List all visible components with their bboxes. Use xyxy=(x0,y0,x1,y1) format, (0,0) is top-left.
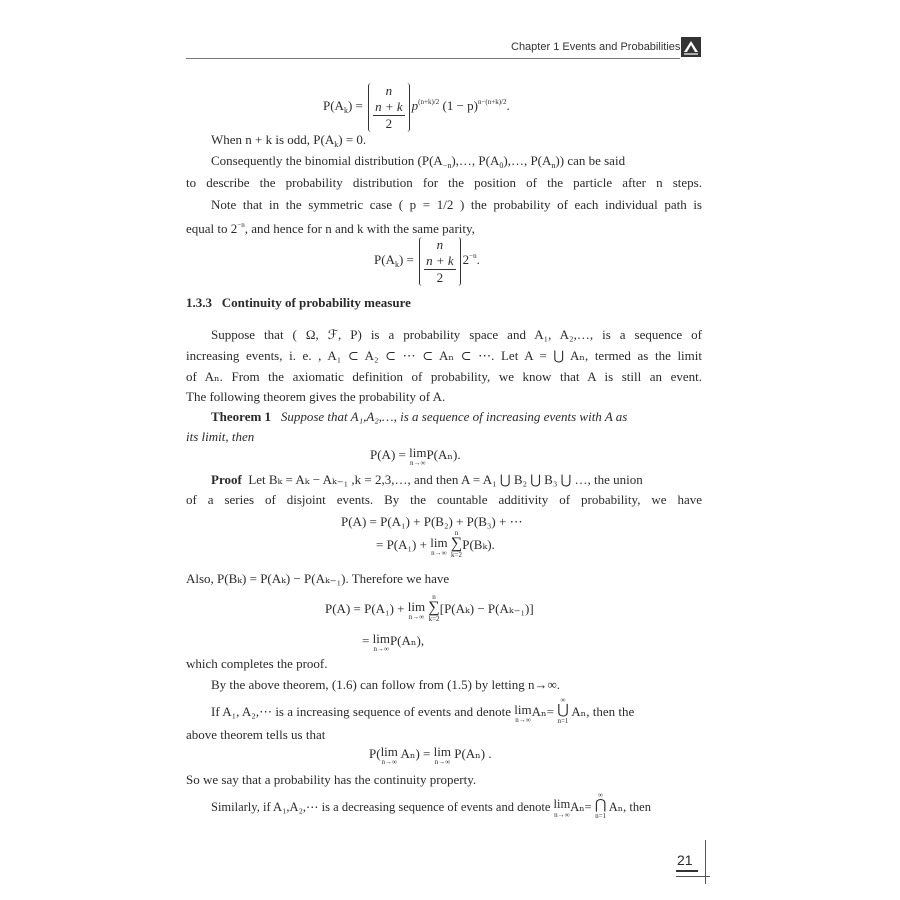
binomial-equation: $P(A_k)$ = n $\frac{n + k}{2}$ $p^{(n+k)/2}$ $(1 - p)^{n-(n+k)/2}$. xyxy=(323,82,510,131)
paragraph-line-4: The following theorem gives the probability of A. xyxy=(186,389,446,404)
corner-mark-vertical xyxy=(705,840,706,884)
symmetric-binomial-equation: $P(A_k)$ = n $\frac{n + k}{2}$ $2^{-n}$. xyxy=(374,236,480,285)
proof-equation-4: = lim n→∞ P(Aₙ), xyxy=(362,631,425,653)
proof-line-2: of a series of disjoint events. By the countable additivity of probability, we have xyxy=(186,492,702,507)
when-odd-line: When n + k is odd, $P(A_k) = 0$. xyxy=(211,132,367,149)
also-line: Also, P(Bₖ) = P(Aₖ) − P(Aₖ₋₁). Therefore we have xyxy=(186,571,450,586)
completes-line: which completes the proof. xyxy=(186,656,328,671)
paragraph-line-2: increasing events, i. e. , A₁ ⊂ A₂ ⊂ ⋯ ⊂ Aₙ ⊂ ⋯. Let A = ⋃ Aₙ, termed as the limit xyxy=(186,348,702,363)
proof-equation-3: P(A) = P(A₁) + lim n→∞ n ∑ k=2 [P(Aₖ) − P(Aₖ₋₁)] xyxy=(325,593,534,623)
proof-line-1: Proof Let Bₖ = Aₖ − Aₖ₋₁ ,k = 2,3,…, and then A = A₁ ⋃ B₂ ⋃ B₃ ⋃ …, the union xyxy=(211,472,643,487)
paragraph-line-3: of Aₙ. From the axiomatic definition of probability, we know that A is still an event. xyxy=(186,369,702,384)
continuity-property-line: So we say that a probability has the continuity property. xyxy=(186,772,477,787)
page-number: 21 xyxy=(677,852,693,868)
theorem-line-2: its limit, then xyxy=(186,429,255,444)
proof-equation-2: = P(A₁) + lim n→∞ n ∑ k=2 P(Bₖ). xyxy=(376,529,495,559)
continuity-equation: P(lim n→∞ Aₙ) = lim n→∞ P(Aₙ) . xyxy=(369,744,492,766)
increasing-line-1: If A₁, A₂,⋯ is a increasing sequence of events and denote lim n→∞ Aₙ= ∞ ⋃ n=1 Aₙ, then the xyxy=(211,696,635,725)
chapter-logo-icon xyxy=(681,37,701,57)
note-line-1: Note that in the symmetric case ( p = 1/2 ) the probability of each individual path is xyxy=(211,197,702,212)
by-above-line: By the above theorem, (1.6) can follow from (1.5) by letting n→∞. xyxy=(211,677,560,692)
chapter-header-rule xyxy=(186,58,680,59)
theorem-line-1: Theorem 1 Suppose that A₁,A₂,…, is a sequence of increasing events with A as xyxy=(211,409,628,424)
theorem-equation: P(A) = lim n→∞ P(Aₙ). xyxy=(370,445,461,467)
paragraph-line-1: Suppose that ( Ω, ℱ, P) is a probability space and A₁, A₂,…, is a sequence of xyxy=(211,327,702,342)
decreasing-line: Similarly, if A₁,A₂,⋯ is a decreasing sequence of events and denote lim n→∞ Aₙ= ∞ ⋂ n=1 Aₙ, then xyxy=(211,791,651,820)
consequently-line-1: Consequently the binomial distribution ($P(A_{-n}),\dots$, $P(A_0),\dots$, $P(A_n)$) can be said xyxy=(211,153,626,170)
note-line-2: equal to $2^{-n}$, and hence for n and k with the same parity, xyxy=(186,221,475,236)
proof-equation-1: P(A) = P(A₁) + P(B₂) + P(B₃) + ⋯ xyxy=(341,514,523,529)
increasing-line-2: above theorem tells us that xyxy=(186,727,326,742)
running-title: Chapter 1 Events and Probabilities xyxy=(511,41,681,53)
section-heading: 1.3.3 Continuity of probability measure xyxy=(186,295,411,310)
consequently-line-2: to describe the probability distribution for the position of the particle after n steps. xyxy=(186,175,702,190)
page-number-rule xyxy=(676,870,698,872)
